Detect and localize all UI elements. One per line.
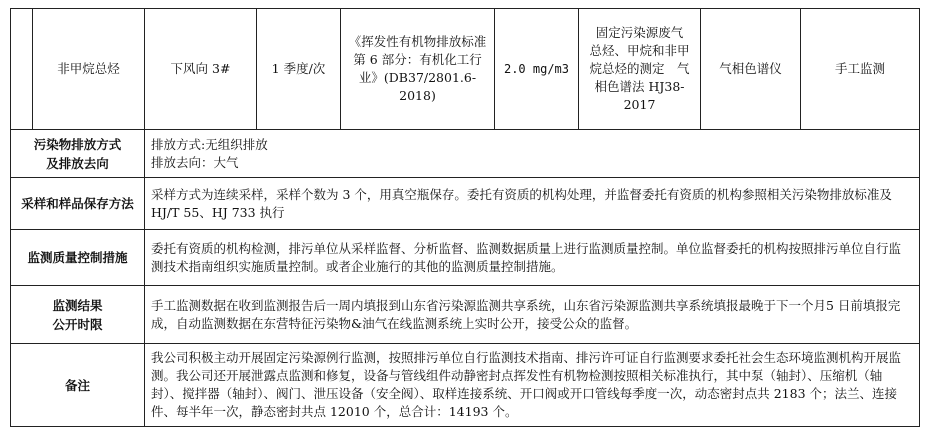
- pollutant-cell: 非甲烷总烃: [33, 9, 145, 130]
- publish-label-line1: 监测结果: [52, 297, 103, 313]
- limit-cell: 2.0 mg/m3: [495, 9, 579, 130]
- table-row: [11, 286, 920, 344]
- sampling-value: 采样方式为连续采样，采样个数为 3 个，用真空瓶保存。委托有资质的机构处理，并监督委托有资质的机构参照相关污染物排放标准及 HJ/T 55、HJ 733 执行: [145, 178, 920, 230]
- discharge-label-line1: 污染物排放方式: [33, 136, 122, 152]
- remarks-label: 备注: [11, 344, 145, 427]
- discharge-label-line2: 及排放去向: [46, 155, 109, 171]
- table-row: [11, 130, 920, 178]
- publish-label: [11, 286, 145, 344]
- discharge-label: [11, 130, 145, 178]
- publish-value: 手工监测数据在收到监测报告后一周内填报到山东省污染源监测共享系统，山东省污染源监测共享系统填报最晚于下一个月5 日前填报完成，自动监测数据在东营特征污染物&油气在线监测系统上实时公开，接受公众的监督。: [145, 286, 920, 344]
- remarks-value: 我公司积极主动开展固定污染源例行监测，按照排污单位自行监测技术指南、排污许可证自行监测要求委托社会生态环境监测机构开展监测。我公司还开展泄露点监测和修复，设备与管线组件动静密封点挥发性有机物检测按照相关标准执行，其中泵（轴封）、压缩机（轴封）、搅拌器（轴封）、阀门、泄压设备（安全阀）、取样连接系统、开口阀或开口管线每季度一次，动态密封点共 2183 个；法兰、连接件、每半年一次，静态密封共点 12010 个，总合计：14193 个。: [145, 344, 920, 427]
- monitoring-table: [10, 8, 920, 427]
- monitoring-mode-cell: 手工监测: [801, 9, 920, 130]
- quality-label: 监测质量控制措施: [11, 230, 145, 286]
- discharge-destination: 排放去向：大气: [151, 154, 239, 170]
- method-cell: 固定污染源废气 总烃、甲烷和非甲烷总烃的测定 气相色谱法 HJ38-2017: [579, 9, 701, 130]
- table-row: [11, 230, 920, 286]
- sampling-label: 采样和样品保存方法: [11, 178, 145, 230]
- blank-cell: [11, 9, 33, 130]
- publish-label-line2: 公开时限: [52, 316, 103, 332]
- instrument-cell: 气相色谱仪: [701, 9, 801, 130]
- frequency-cell: 1 季度/次: [257, 9, 341, 130]
- monitoring-point-cell: 下风向 3#: [145, 9, 257, 130]
- discharge-value: [145, 130, 920, 178]
- table-row: [11, 9, 920, 130]
- discharge-mode: 排放方式:无组织排放: [151, 136, 268, 152]
- quality-value: 委托有资质的机构检测，排污单位从采样监督、分析监督、监测数据质量上进行监测质量控制。单位监督委托的机构按照排污单位自行监测技术指南组织实施质量控制。或者企业施行的其他的监测质量控制措施。: [145, 230, 920, 286]
- table-row: [11, 178, 920, 230]
- table-row: [11, 344, 920, 427]
- standard-cell: 《挥发性有机物排放标准第 6 部分：有机化工行业》(DB37/2801.6-2018): [341, 9, 495, 130]
